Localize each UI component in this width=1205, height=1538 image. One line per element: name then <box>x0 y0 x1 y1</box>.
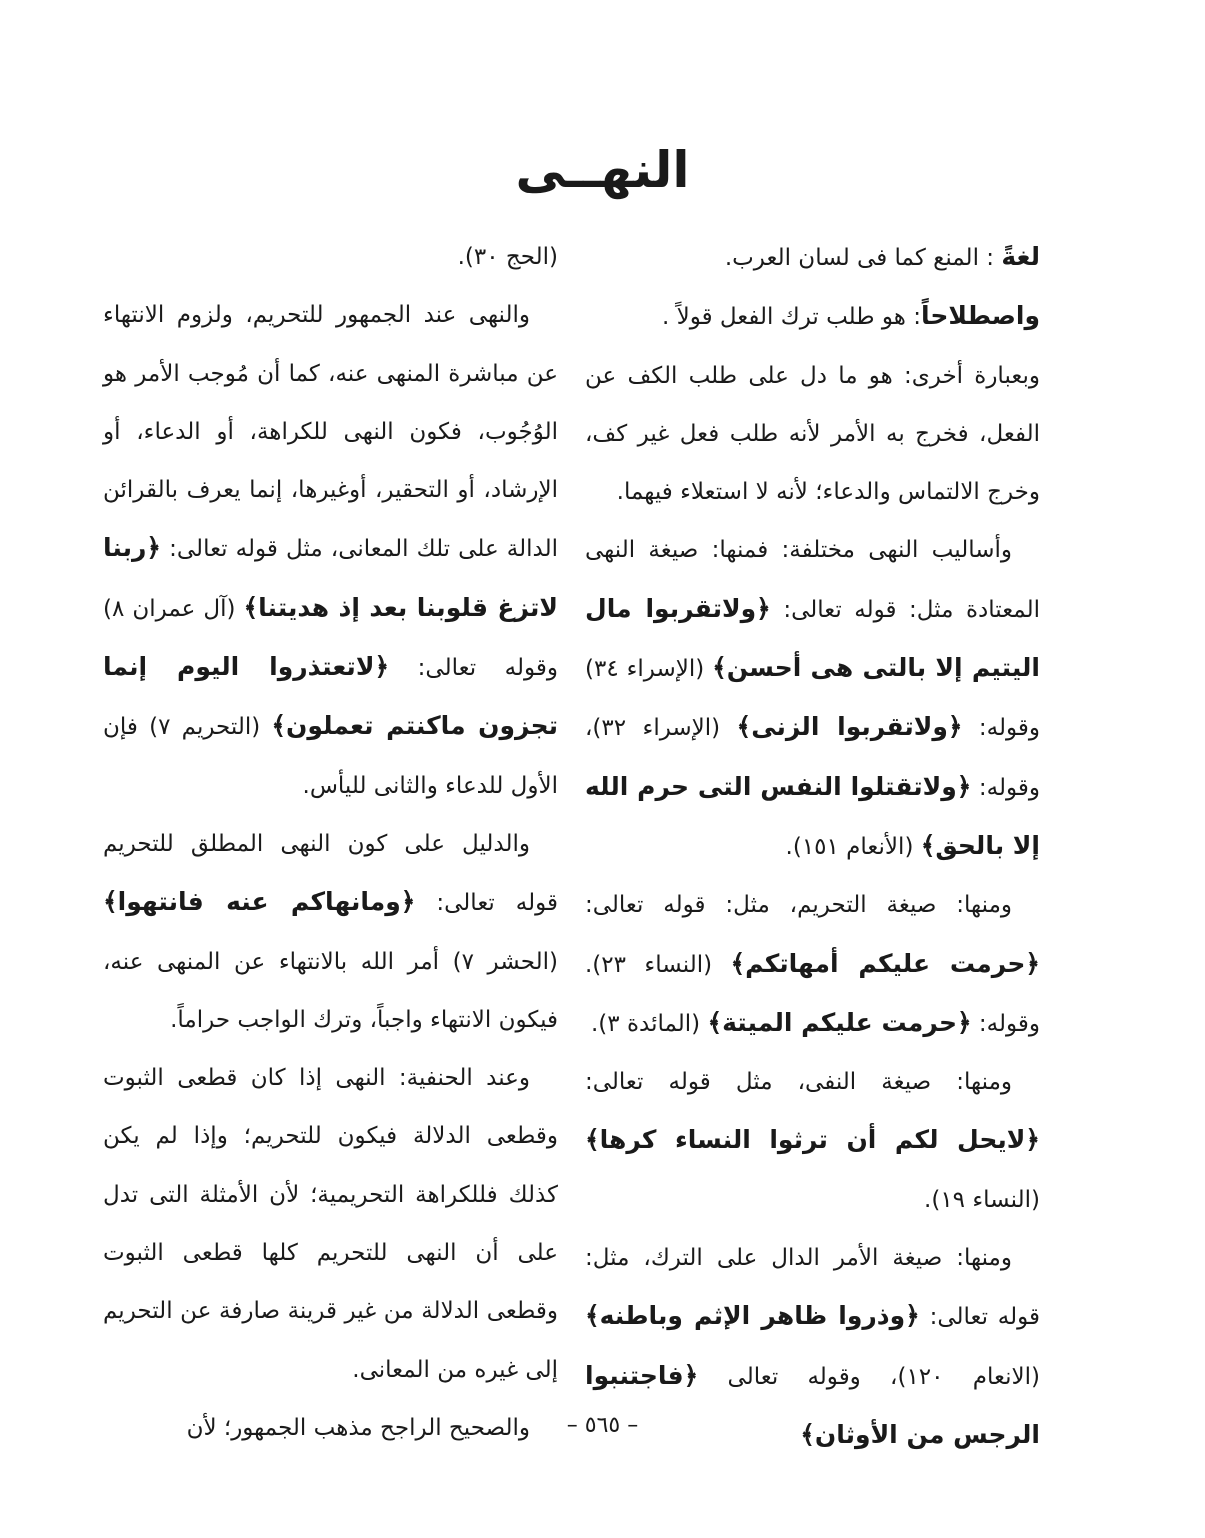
term-language: لغةً <box>1001 242 1040 271</box>
quran-verse: ﴿ولاتقتلوا النفس التى حرم الله إلا بالحق﴾ <box>585 771 1040 860</box>
text-segment: (الإسراء ٣٤) وقوله: <box>585 656 1040 742</box>
paragraph <box>585 876 1040 1053</box>
text-segment: (المائدة ٣). <box>590 1010 708 1037</box>
paragraph <box>585 521 1040 876</box>
text-segment: (الحج ٣٠). <box>457 244 558 270</box>
text-segment: (الأنعام ١٥١). <box>785 833 921 860</box>
paragraph <box>103 1049 558 1399</box>
definition-terminology <box>585 287 1040 346</box>
text-segment: ومنها: صيغة النفى، مثل قوله تعالى: <box>585 1069 1012 1096</box>
text-segment: وأساليب النهى مختلفة: فمنها: صيغة النهى المعتادة مثل: قوله تعالى: <box>585 537 1040 623</box>
quran-verse: ﴿حرمت عليكم الميتة﴾ <box>707 1007 972 1037</box>
quran-verse: ﴿حرمت عليكم أمهاتكم﴾ <box>730 948 1040 978</box>
quran-verse: ﴿ومانهاكم عنه فانتهوا﴾ <box>103 887 416 917</box>
quran-verse: ﴿فاجتنبوا الرجس من الأوثان﴾ <box>585 1360 1040 1449</box>
quran-verse: ﴿ولاتقربوا الزنى﴾ <box>736 712 963 742</box>
paragraph <box>103 286 558 815</box>
quran-verse: ﴿لايحل لكم أن ترثوا النساء كرها﴾ <box>585 1125 1040 1155</box>
text-segment: والصحيح الراجح مذهب الجمهور؛ لأن <box>186 1414 530 1441</box>
text-segment: (التحريم ٧) فإن الأول للدعاء والثانى لليأس. <box>103 714 558 799</box>
text-segment: (آل عمران ٨) وقوله تعالى: <box>103 595 558 682</box>
definition-language <box>585 228 1040 287</box>
quran-verse: ﴿ربنا لاتزغ قلوبنا بعد إذ هديتنا﴾ <box>103 533 558 622</box>
paragraph <box>103 228 558 286</box>
paragraph <box>585 1053 1040 1229</box>
paragraph <box>103 815 558 1049</box>
quran-verse: ﴿لاتعتذروا اليوم إنما تجزون ماكنتم تعملون﴾ <box>103 652 558 741</box>
text-segment: ومنها: صيغة التحريم، مثل: قوله تعالى: <box>585 892 1012 919</box>
page-number: – ٥٦٥ – <box>566 1413 639 1438</box>
text-segment: (النساء ١٩). <box>924 1186 1040 1213</box>
quran-verse: ﴿ولاتقربوا مال اليتيم إلا بالتى هى أحسن﴾ <box>585 593 1040 683</box>
paragraph <box>585 347 1040 522</box>
text-segment: وعند الحنفية: النهى إذا كان قطعى الثبوت وقطعى الدلالة فيكون للتحريم؛ وإذا لم يكن كذلك فللكراهة التحريمية؛ لأن الأمثلة التى تدل على أن النهى للتحريم كلها قطعى الثبوت وقطعى الدلالة من غير قرينة صارفة عن التحريم إلى غيره من المعانى. <box>103 1065 558 1383</box>
text-segment: والدليل على كون النهى المطلق للتحريم قوله تعالى: <box>103 830 558 917</box>
text-segment: وبعبارة أخرى: هو ما دل على طلب الكف عن الفعل، فخرج به الأمر لأنه طلب فعل غير كف، وخرج الالتماس والدعاء؛ لأنه لا استعلاء فيهما. <box>585 362 1040 506</box>
left-column <box>103 228 558 1457</box>
text-segment: والنهى عند الجمهور للتحريم، ولزوم الانتهاء عن مباشرة المنهى عنه، كما أن مُوجب الأمر هو الوُجُوب، فكون النهى للكراهة، أو الدعاء، أو الإرشاد، أو التحقير، أوغيرها، إنما يعرف بالقرائن الدالة على تلك المعانى، مثل قوله تعالى: <box>103 302 558 563</box>
text-segment: ومنها: صيغة الأمر الدال على الترك، مثل: قوله تعالى: <box>585 1245 1040 1331</box>
term-terminology: واصطلاحاً <box>920 301 1040 331</box>
text-segment: : المنع كما فى لسان العرب. <box>724 245 1002 271</box>
text-segment: (الحشر ٧) أمر الله بالانتهاء عن المنهى عنه، فيكون الانتهاء واجباً، وترك الواجب حراماً. <box>103 948 558 1033</box>
right-column <box>585 228 1040 1465</box>
text-segment: (الإسراء ٣٢)، وقوله: <box>585 715 1040 801</box>
text-segment: : هو طلب ترك الفعل قولاً . <box>661 304 921 331</box>
text-segment: (النساء ٢٣). وقوله: <box>585 951 1040 1037</box>
quran-verse: ﴿وذروا ظاهر الإثم وباطنه﴾ <box>585 1301 920 1331</box>
text-segment: (الانعام ١٢٠)، وقوله تعالى <box>698 1363 1040 1390</box>
page-title: النهــى <box>515 141 690 199</box>
